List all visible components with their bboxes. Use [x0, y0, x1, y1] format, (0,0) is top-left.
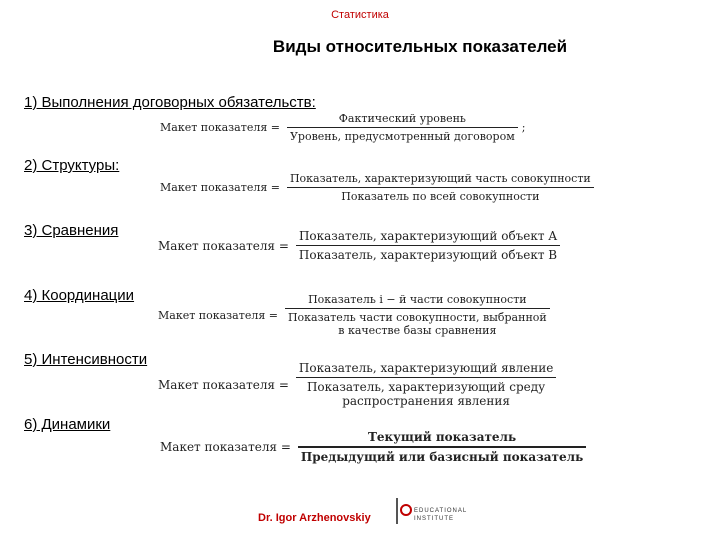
- fraction: [298, 430, 586, 464]
- fraction-numerator: Показатель, характеризующий объект A: [298, 229, 558, 243]
- logo-text-line: INSTITUTE: [414, 516, 454, 522]
- formula-lhs: Макет показателя =: [158, 377, 289, 392]
- header-subject: Статистика: [331, 9, 389, 21]
- fraction-denominator: Показатель по всей совокупности: [341, 190, 540, 203]
- fraction-numerator: Фактический уровень: [338, 112, 466, 125]
- fraction-numerator: Показатель i − й части совокупности: [308, 293, 527, 306]
- formula-dynamics: [160, 430, 586, 464]
- logo-mark-icon: [396, 498, 410, 524]
- footer-author: Dr. Igor Arzhenovskiy: [258, 512, 371, 524]
- fraction: [287, 172, 594, 203]
- logo-text: [414, 507, 467, 523]
- formula-lhs: Макет показателя =: [158, 308, 278, 322]
- formula-suffix: ;: [521, 121, 526, 135]
- fraction-denominator: Показатель, характеризующий объект B: [298, 248, 558, 262]
- fraction-numerator: Показатель, характеризующий часть совокупности: [289, 172, 591, 185]
- denominator-line: распространения явления: [342, 394, 510, 409]
- fraction: [296, 229, 560, 262]
- denominator-line: Показатель части совокупности, выбранной: [287, 311, 547, 324]
- section-label-intensity: 5) Интенсивности: [24, 351, 148, 368]
- fraction-denominator: [304, 378, 548, 409]
- formula-intensity: [158, 361, 556, 409]
- section-label-comparison: 3) Сравнения: [24, 222, 119, 239]
- fraction: [285, 293, 550, 337]
- formula-lhs: Макет показателя =: [160, 181, 280, 195]
- fraction-denominator: Предыдущий или базисный показатель: [300, 450, 584, 464]
- section-label-dynamics: 6) Динамики: [24, 416, 111, 433]
- formula-lhs: Макет показателя =: [160, 121, 280, 135]
- fraction: [296, 361, 556, 409]
- formula-comparison: [158, 229, 560, 262]
- formula-fulfillment: [160, 112, 525, 143]
- fraction-numerator: Показатель, характеризующий явление: [298, 361, 554, 375]
- formula-coordination: [158, 293, 550, 337]
- fraction-denominator: Уровень, предусмотренный договором: [289, 130, 515, 143]
- fraction: [287, 112, 518, 143]
- fraction-numerator: Текущий показатель: [367, 430, 517, 444]
- denominator-line: в качестве базы сравнения: [338, 324, 497, 338]
- section-label-coordination: 4) Координации: [24, 287, 135, 304]
- page-title: Виды относительных показателей: [272, 37, 568, 56]
- section-label-fulfillment: 1) Выполнения договорных обязательств:: [24, 94, 316, 111]
- formula-lhs: Макет показателя =: [160, 440, 291, 455]
- logo-text-line: EDUCATIONAL: [414, 508, 468, 514]
- denominator-line: Показатель, характеризующий среду: [306, 380, 546, 394]
- fraction-denominator: [285, 309, 550, 337]
- institution-logo: [396, 498, 468, 524]
- section-label-structure: 2) Структуры:: [24, 157, 120, 174]
- formula-structure: [160, 172, 594, 203]
- formula-lhs: Макет показателя =: [158, 238, 289, 253]
